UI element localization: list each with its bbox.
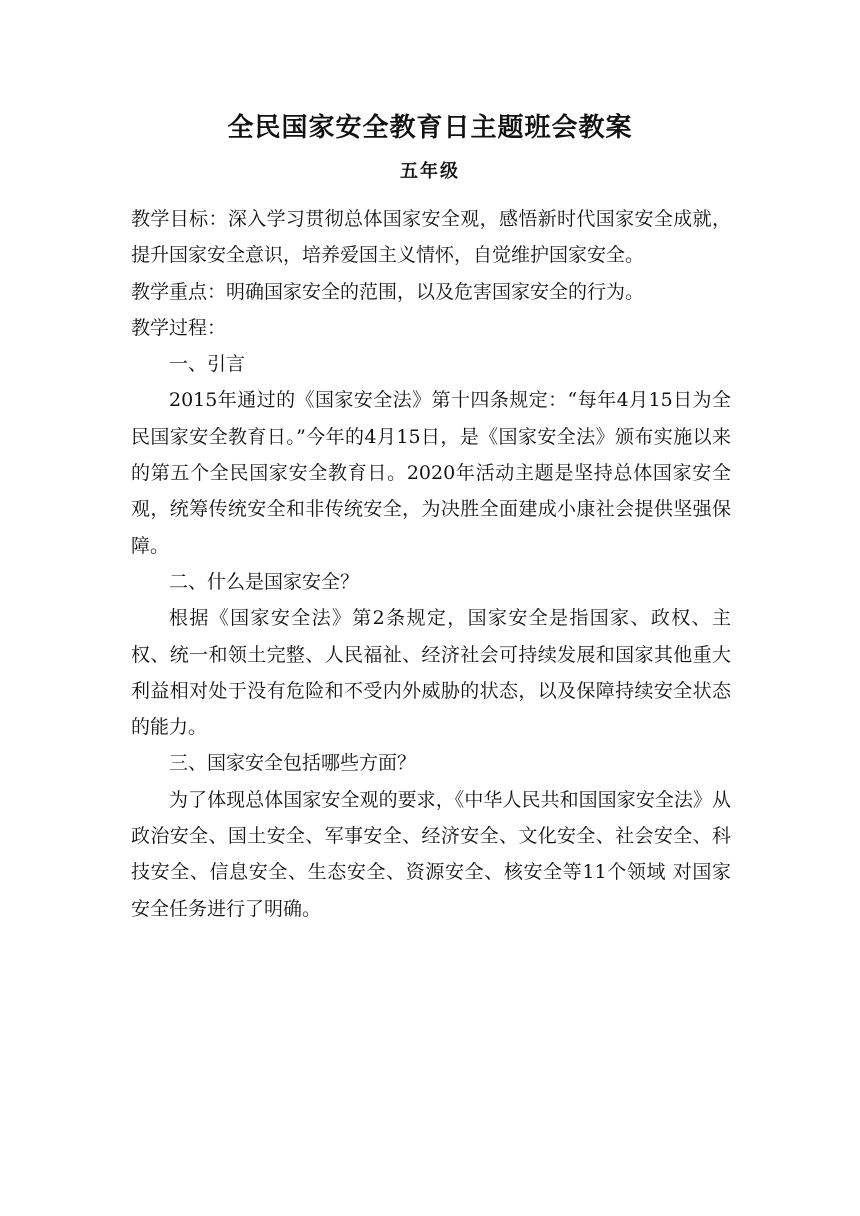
section-heading-what-is-national-security: 二、什么是国家安全？ [169, 570, 360, 593]
definition-paragraph: 根据《国家安全法》第2条规定，国家安全是指国家、政权、主权、统一和领土完整、人民福祉、经济社会可持续发展和国家其他重大利益相对处于没有危险和不受内外威胁的状态，以及保障持续安全状态的能力。 [131, 607, 731, 739]
section-heading-security-areas: 三、国家安全包括哪些方面？ [169, 752, 417, 775]
teaching-focus-paragraph: 教学重点：明确国家安全的范围，以及危害国家安全的行为。 [131, 280, 645, 303]
teaching-process-heading: 教学过程： [131, 316, 227, 339]
document-body [131, 201, 731, 927]
section-heading-introduction: 一、引言 [169, 353, 246, 376]
security-areas-paragraph: 为了体现总体国家安全观的要求，《中华人民共和国国家安全法》从政治安全、国土安全、军事安全、经济安全、文化安全、社会安全、科技安全、信息安全、生态安全、资源安全、核安全等11个领域 对国家安全任务进行了明确。 [131, 788, 731, 920]
teaching-goal-paragraph: 教学目标：深入学习贯彻总体国家安全观，感悟新时代国家安全成就，提升国家安全意识，培养爱国主义情怀，自觉维护国家安全。 [131, 208, 731, 267]
document-subtitle-grade: 五年级 [400, 161, 460, 182]
document-title: 全民国家安全教育日主题班会教案 [227, 113, 633, 143]
introduction-paragraph: 2015年通过的《国家安全法》第十四条规定：“每年4月15日为全民国家安全教育日。”今年的4月15日，是《国家安全法》颁布实施以来的第五个全民国家安全教育日。2020年活动主题是坚持总体国家安全观，统筹传统安全和非传统安全，为决胜全面建成小康社会提供坚强保障。 [131, 389, 731, 557]
